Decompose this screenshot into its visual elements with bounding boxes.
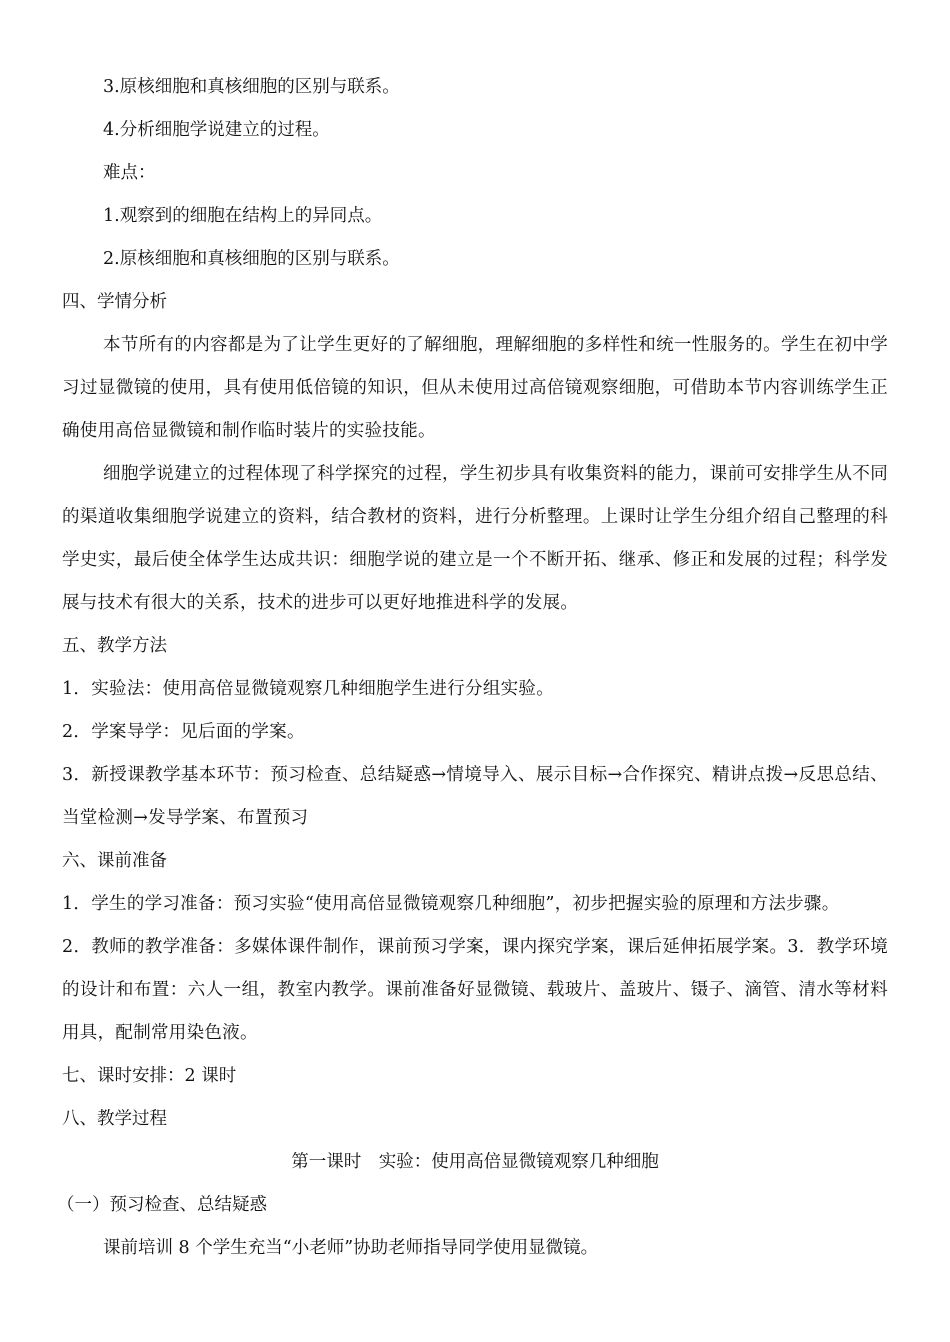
section-7-heading: 七、课时安排：2 课时 — [62, 1066, 237, 1086]
difficulty-2: 2.原核细胞和真核细胞的区别与联系。 — [103, 249, 400, 269]
method-item-2: 2．学案导学：见后面的学案。 — [62, 722, 305, 742]
section-5-heading: 五、教学方法 — [62, 636, 167, 656]
key-point-3: 3.原核细胞和真核细胞的区别与联系。 — [103, 77, 400, 97]
method-item-3: 3．新授课教学基本环节：预习检查、总结疑惑→情境导入、展示目标→合作探究、精讲点拨→反思总结、当堂检测→发导学案、布置预习 — [62, 765, 888, 828]
section-6-heading: 六、课前准备 — [62, 851, 167, 871]
preparation-item-1: 1．学生的学习准备：预习实验“使用高倍显微镜观察几种细胞”，初步把握实验的原理和方法步骤。 — [62, 894, 840, 914]
section-4-paragraph-2: 细胞学说建立的过程体现了科学探究的过程，学生初步具有收集资料的能力，课前可安排学生从不同的渠道收集细胞学说建立的资料，结合教材的资料，进行分析整理。上课时让学生分组介绍自己整理的科学史实，最后使全体学生达成共识：细胞学说的建立是一个不断开拓、继承、修正和发展的过程；科学发展与技术有很大的关系，技术的进步可以更好地推进科学的发展。 — [62, 464, 888, 613]
subsection-1-heading: （一）预习检查、总结疑惑 — [57, 1195, 267, 1215]
difficulties-heading: 难点： — [103, 163, 156, 183]
subsection-1-text: 课前培训 8 个学生充当“小老师”协助老师指导同学使用显微镜。 — [103, 1238, 599, 1258]
method-item-1: 1．实验法：使用高倍显微镜观察几种细胞学生进行分组实验。 — [62, 679, 555, 699]
difficulty-1: 1.观察到的细胞在结构上的异同点。 — [103, 206, 383, 226]
key-point-4: 4.分析细胞学说建立的过程。 — [103, 120, 330, 140]
section-4-heading: 四、学情分析 — [62, 292, 167, 312]
section-8-heading: 八、教学过程 — [62, 1109, 167, 1129]
section-4-paragraph-1: 本节所有的内容都是为了让学生更好的了解细胞，理解细胞的多样性和统一性服务的。学生在初中学习过显微镜的使用，具有使用低倍镜的知识，但从未使用过高倍镜观察细胞，可借助本节内容训练学生正确使用高倍显微镜和制作临时装片的实验技能。 — [62, 335, 888, 441]
lesson-title: 第一课时 实验：使用高倍显微镜观察几种细胞 — [291, 1152, 659, 1172]
preparation-item-2: 2．教师的教学准备：多媒体课件制作，课前预习学案，课内探究学案，课后延伸拓展学案。3．教学环境的设计和布置：六人一组，教室内教学。课前准备好显微镜、载玻片、盖玻片、镊子、滴管、清水等材料用具，配制常用染色液。 — [62, 937, 888, 1043]
